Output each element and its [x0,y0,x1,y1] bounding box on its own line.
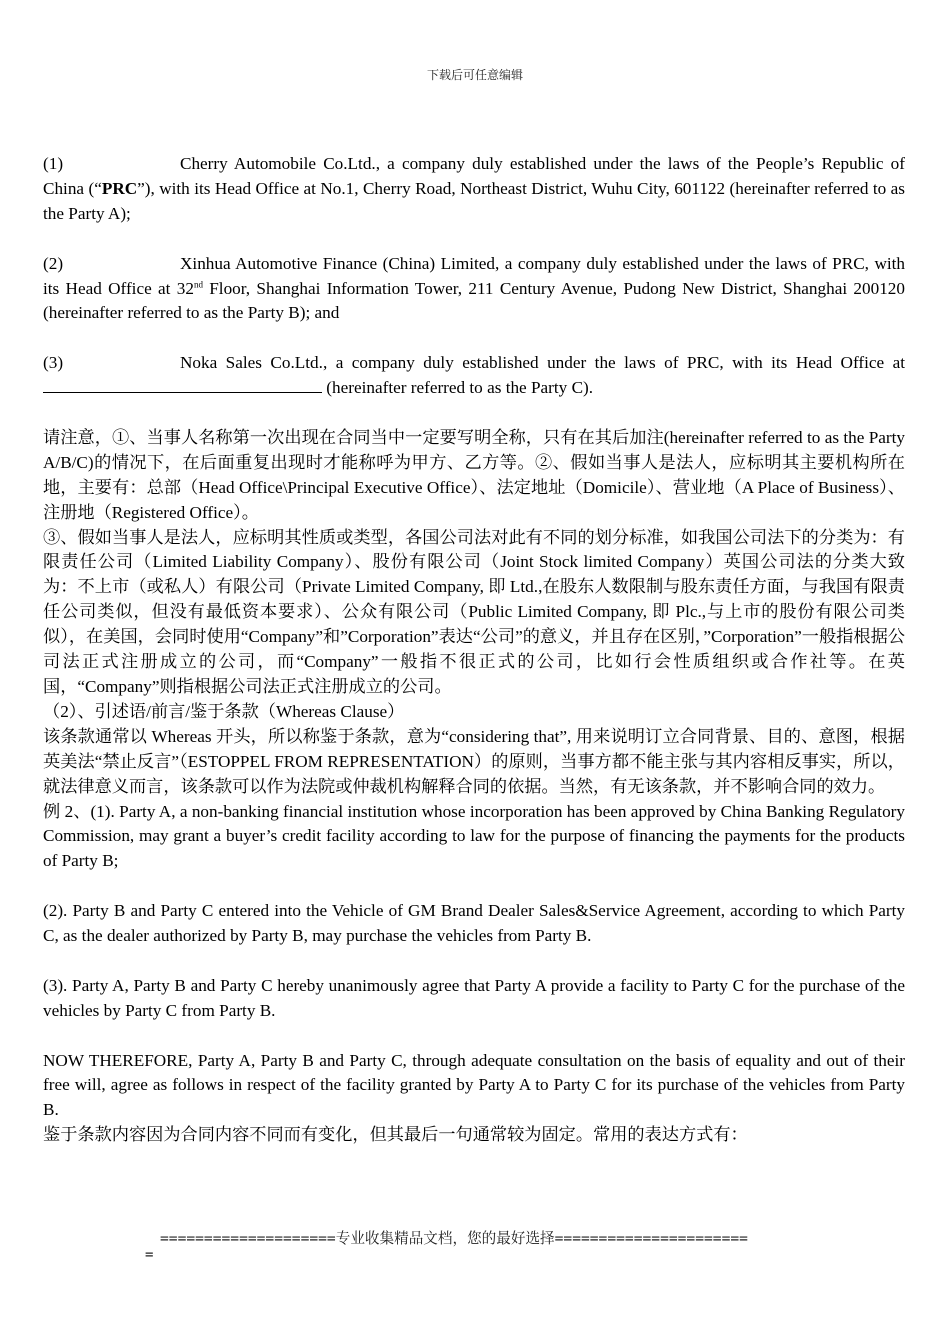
prc-abbreviation: PRC [101,178,138,198]
example-paragraph: 例 2、(1). Party A, a non-banking financial institution whose incorporation has been approved by China Banking Regulatory Commission, may grant a buyer’s credit facility according to law for the purpose of financing the payments for the products of Party B; [43,801,905,871]
party-3: (3) Noka Sales Co.Ltd., a company duly established under the laws of PRC, with its Head Office at (hereinafter referred to as the Party C). [43,353,906,398]
party-number: (3) [43,353,64,373]
example-item: (2). Party B and Party C entered into the Vehicle of GM Brand Dealer Sales&Service Agreement, according to which Party C, as the dealer authorized by Party B, may purchase the vehicles from Party B. [43,901,905,946]
closing-paragraph: 鉴于条款内容因为合同内容不同而有变化，但其最后一句通常较为固定。常用的表达方式有： [43,1125,748,1145]
note-paragraph: 请注意，①、当事人名称第一次出现在合同当中一定要写明全称，只有在其后加注(hereinafter referred to as the Party A/B/C)的情况下，在后面重复出现时才能称呼为甲方、乙方等。②、假如当事人是法人，应标明其主要机构所在地，主要有：总部（Head Office\Principal Executive Office）、法定地址（Domicile）、营业地（A Place of Business）、注册地（Registered Office）。 [43,427,905,522]
page-header: 下载后可任意编辑 [426,68,523,82]
note-paragraph: ③、假如当事人是法人，应标明其性质或类型，各国公司法对此有不同的划分标准，如我国公司法下的分类为：有限责任公司（Limited Liability Company）、股份有限公司（Joint Stock limited Company）英国公司法的分类大致为：不上市（或私人）有限公司（Private Limited Company, 即 Ltd.,在股东人数限制与股东责任方面，与我国有限责任公司类似，但没有最低资本要求）、公众有限公司（Public Limited Company, 即 Plc.,与上市的股份有限公司类似），在美国，会同时使用“Company”和”Corporation”表达“公司”的意义，并且存在区别，”Corporation”一般指根据公司法正式注册成立的公司，而“Company”一般指不很正式的公司，比如行会性质组织或合作社等。在英国，“Company”则指根据公司法正式注册成立的公司。 [43,527,905,696]
party-number: (2) [43,253,64,273]
address-blank [43,376,322,393]
party-2: (2) Xinhua Automotive Finance (China) Limited, a company duly established under the laws of PRC, with its Head Office at 32nd Floor, Shanghai Information Tower, 211 Century Avenue, Pudong New District, Shanghai 200120 (hereinafter referred to as the Party B); and [43,253,905,323]
document-body [43,152,905,1148]
section-heading: （2）、引述语/前言/鉴于条款（Whereas Clause） [43,701,405,721]
example-item: (3). Party A, Party B and Party C hereby unanimously agree that Party A provide a facility to Party C for the purchase of the vehicles by Party C from Party B. [43,975,905,1020]
example-item: NOW THEREFORE, Party A, Party B and Party C, through adequate consultation on the basis of equality and out of their free will, agree as follows in respect of the facility granted by Party A to Party C for its purchase of the vehicles from Party B. [43,1050,905,1120]
party-1: (1) Cherry Automobile Co.Ltd., a company duly established under the laws of the People’s Republic of China (“PRC”), with its Head Office at No.1, Cherry Road, Northeast District, Wuhu City, 601122 (hereinafter referred to as the Party A); [43,154,905,223]
party-number: (1) [43,154,64,173]
page-footer-continuation: = [145,1247,154,1263]
note-paragraph: 该条款通常以 Whereas 开头，所以称鉴于条款，意为“considering that”, 用来说明订立合同背景、目的、意图，根据英美法“禁止反言”（ESTOPPEL FROM REPRESENTATION）的原则，当事方都不能主张与其内容相反事实，所以，就法律意义而言，该条款可以作为法院或仲裁机构解释合同的依据。当然，有无该条款，并不影响合同的效力。 [43,726,905,796]
page-footer: ====================专业收集精品文档，您的最好选择====================== [160,1230,748,1247]
